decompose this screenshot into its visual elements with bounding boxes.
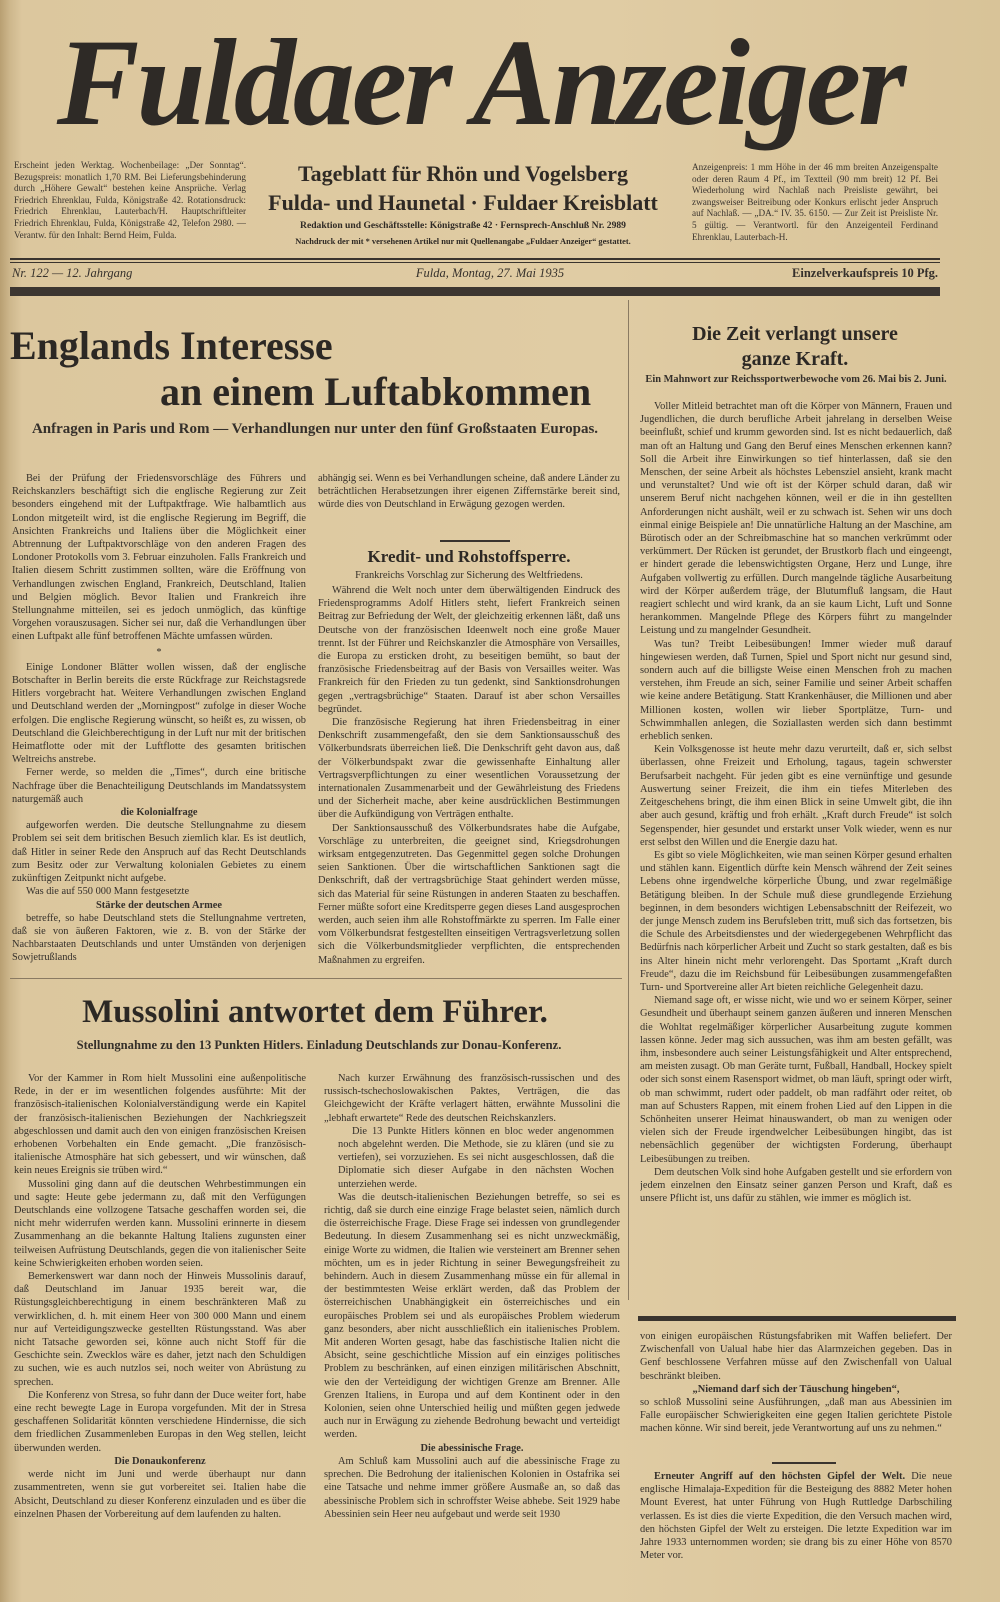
paragraph: Niemand sage oft, er wisse nicht, wie und wo er seinem Körper, seiner Gesundheit und überhaupt seinem ganzen äußeren und inneren Menschen die Wohltat regelmäßiger körperlicher Ausarbeitung zugute kommen lassen könne. Jeder mag sich aussuchen, was ihm am besten gefällt, was ihm, insbesondere auch seiner Leistungsfähigkeit und Alter entsprechend, am meisten zusagt. Ob man Geräte turnt, Fußball, Handball, Hockey spielt oder sich sonst einem Rasensport widmet, ob man läuft, springt oder wirft, ob man schwimmt, rudert oder paddelt, ob man radfährt oder reitet, ob man auf Schusters Rappen, mit einem frohen Lied auf den Lippen in die Schönheiten unserer Heimat hinauswandert, ob man zu wenigen oder vielen sich der Freude irgendwelcher Leibesübungen hingibt, das ist nebensächlich gegenüber der wichtigsten Forderung, überhaupt Leibesübungen zu treiben. [640, 995, 952, 1165]
column-mussolini-1 [14, 1072, 306, 1564]
headline-kredit: Kredit- und Rohstoffsperre. [367, 547, 571, 566]
column-mussolini-2 [324, 1072, 620, 1564]
issue-date: Fulda, Montag, 27. Mai 1935 [415, 266, 565, 280]
paragraph: Ferner werde, so melden die „Times“, durch eine britische Nachfrage über die Benachteiligung Deutschlands im Mandatssystem naturgemäß auch [12, 767, 306, 805]
column-divider [628, 300, 629, 1300]
masthead-publisher-info: Erscheint jeden Werktag. Wochenbeilage: „Der Sonntag“. Bezugspreis: monatlich 1,70 RM. Bei Lieferungsbehinderung durch „Höhere Gewalt“ bestehen keine Ansprüche. Verlag Friedrich Ehrenklau, Fulda, Königstraße 42. Rotationsdruck: Friedrich Ehrenklau, Lauterbach/H. Hauptschriftleiter Friedrich Ehrenklau, Fulda, Königstraße 42, Telefon 2980. — Verantw. für den Inhalt: Bernd Heim, Fulda. [14, 160, 246, 240]
paragraph: werde nicht im Juni und werde überhaupt nur dann zusammentreten, wenn sie gut vorbereitet sei. Italien habe die Absicht, Deutschland zu dieser Konferenz einzuladen und es über die einzelnen Phasen der Vorbereitung auf dem laufenden zu halten. [14, 1469, 306, 1520]
paragraph: Bemerkenswert war dann noch der Hinweis Mussolinis darauf, daß Deutschland im Januar 1935 bereit war, die Rüstungsgleichberechtigung in einem beschränkteren Maß zu verwirklichen, d. h. mit einem Heer von 300 000 Mann und einem nur auf Verteidigungszwecke gestellten Rüstungsstand. Was aber nicht Tatsache geworden sei, könne auch nicht Stoff für die Geschichte sein. Zwecklos wäre es daher, jetzt nach den Schuldigen zu suchen, wie es auch nutzlos sei, noch weiter von Abrüstung zu sprechen. [14, 1271, 306, 1388]
divider [10, 258, 940, 260]
column-kredit [318, 584, 620, 970]
masthead-reprint-note: Nachdruck der mit * versehenen Artikel nur mit Quellenangabe „Fuldaer Anzeiger“ gestattet. [295, 237, 631, 246]
paragraph: abhängig sei. Wenn es bei Verhandlungen scheine, daß andere Länder zu beträchtlichen Herabsetzungen ihrer eigenen Ziffernstärke bereit sind, würde dies von Deutschland in Erwägung gezogen werden. [318, 473, 620, 511]
headline-england-1: Englands Interesse [10, 323, 333, 368]
paragraph: Was die deutsch-italienischen Beziehungen betreffe, so sei es richtig, daß sie durch eine einzige Frage belastet seien, nämlich durch die österreichische Frage. Diese Frage sei indessen von grundlegender Bedeutung. In diesem Zusammenhang sei es nicht unzweckmäßig, einige Worte zu widmen, die Italien wie versteinert am Brenner sehen möchten, um es in jeder Richtung in seiner Bewegungsfreiheit zu behindern. Auch in diesem Zusammenhang müsse ein für allemal in der bestimmtesten Weise erklärt werden, daß das Problem der österreichischen Unabhängigkeit ein österreichisches und ein europäisches Problem sei und als europäisches Problem wiederum ganz besonders, aber nicht ausschließlich ein italienisches Problem. Mit anderen Worten gesagt, habe das faschistische Italien nicht die Absicht, seine geschichtliche Mission auf ein einziges politisches Problem zu beschränken, auf einen einzigen militärischen Abschnitt, wie den der Verteidigung der wichtigen Grenze am Brenner. Alle Grenzen Italiens, in Europa und auf dem Kontinent oder in den Kolonien, seien ohne Unterschied heilig und müßten gegen jedwede auch nur in Erwägung zu ziehende Bedrohung bewacht und verteidigt werden. [324, 1191, 620, 1441]
divider [440, 540, 510, 542]
paragraph: Es gibt so viele Möglichkeiten, wie man seinen Körper gesund erhalten und stählen kann. Eigentlich dürfte kein Mensch während der Zeit seines Lebens ohne irgendwelche körperliche Übung, und zwar regelmäßige Betätigung bleiben. In der Schule muß diese grundlegende Erziehung beginnen, in dem besonders wichtigen Lebensabschnitt der Reifezeit, wo der junge Mensch zudem ins Berufsleben tritt, muß sich das fortsetzen, bis die Schule des Arbeitsdienstes und der wiedergegebenen Wehrpflicht das Bedürfnis nach körperlicher Arbeit und Zucht so stark gestalten, daß es bis ins Alter hinein nicht mehr verlorengeht. Das Sportamt „Kraft durch Freude“, dazu die im Reichsbund für Leibesübungen zusammengefaßten Turn- und Sportvereine aller Art bieten reichliche Gelegenheit dazu. [640, 849, 952, 993]
masthead-ad-prices: Anzeigenpreis: 1 mm Höhe in der 46 mm breiten Anzeigenspalte oder deren Raum 4 Pf., im Textteil (90 mm breit) 12 Pf. Bei Wiederholung wird Nachlaß nach Preisliste gewährt, bei zwangsweiser Beitreibung oder Konkurs erlischt jeder Anspruch auf Nachlaß. — „DA.“ IV. 35. 6150. — Zur Zeit ist Preisliste Nr. 5 gültig. — Verantwortl. für den Anzeigenteil Ferdinand Ehrenklau, Lauterbach-H. [692, 162, 938, 242]
article-everest [640, 1470, 952, 1570]
paragraph: Dem deutschen Volk sind hohe Aufgaben gestellt und sie erfordern von jedem einzelnen den Einsatz seiner ganzen Person und Kraft, daß es unsere Pflicht ist, uns dafür zu stählen, wie immer es möglich ist. [640, 1166, 952, 1205]
divider [10, 262, 940, 263]
paragraph: betreffe, so habe Deutschland stets die Stellungnahme vertreten, daß sie von äußeren Faktoren, wie z. B. von der Stärke der Nachbarstaaten Deutschlands und unter Umständen von derjenigen Sowjetrußlands [12, 912, 306, 964]
divider [10, 978, 622, 979]
paragraph: Kein Volksgenosse ist heute mehr dazu verurteilt, daß er, sich selbst überlassen, ohne Freizeit und Erholung, tagaus, tagein schwerster Berufsarbeit nachgeht. Für jeden gibt es eine vernünftige und gesunde Auswertung seiner Freizeit, die ihm ein tiefes Miterleben des Zeitgeschehens bringt, die ihm einen Blick in seine Umwelt gibt, die ihn aber auch gesund, kräftig und froh erhält. „Kraft durch Freude“ ist solch Segenspender, hier gesundet und erstarkt unser Volk wieder, wenn es nur erst selbst den Willen und die Energie dazu hat. [640, 744, 952, 848]
column-england-1 [12, 472, 306, 972]
paragraph: Am Schluß kam Mussolini auch auf die abessinische Frage zu sprechen. Die Bedrohung der italienischen Kolonien in Ostafrika sei eine Tatsache und nehme immer größere Ausmaße an, so daß das abessinische Problem sich in schroffster Weise abhebe. Seit 1929 habe Abessinien sein Heer neu aufgebaut und werde seit 1930 [324, 1455, 620, 1520]
thick-divider [638, 1316, 956, 1321]
headline-mussolini: Mussolini antwortet dem Führer. [82, 994, 548, 1030]
paragraph: Was tun? Treibt Leibesübungen! Immer wieder muß darauf hingewiesen werden, daß Turnen, Spiel und Sport nicht nur gesund sind, sondern auch auf die billigste Weise einen Menschen froh zu machen verstehen, ihm Freude an sich, seiner Familie und seiner Arbeit schaffen wie keine andere Betätigung. Statt Krankenhäuser, die Millionen und aber Millionen kosten, wollen wir lieber Sportplätze, Turn- und Schwimmhallen anlegen, die Soziallasten werden sich dann bestimmt erheblich senken. [640, 638, 952, 743]
paragraph: Was die auf 550 000 Mann festgesetzte [26, 886, 190, 898]
masthead-address: Redaktion und Geschäftsstelle: Königstraße 42 · Fernsprech-Anschluß Nr. 2989 [300, 220, 626, 231]
paragraph: aufgeworfen werden. Die deutsche Stellungnahme zu diesem Problem sei seit dem britischen Besuch ziemlich klar. Es ist deutlich, daß Hitler in seiner Rede den Anspruch auf das Recht Deutschlands zum Besitz oder zur Verwaltung kolonialen Gebietes zu einem zukünftigen Zeitpunkt nicht aufgebe. [12, 820, 306, 885]
column-mussolini-3 [640, 1330, 952, 1454]
paragraph: von einigen europäischen Rüstungsfabriken mit Waffen beliefert. Der Zwischenfall von Ualual habe hier das Alarmzeichen gegeben. Das in Genf beschlossene Verfahren müsse auf den Zwischenfall von Ualual beschränkt bleiben. [640, 1331, 952, 1382]
paragraph: so schloß Mussolini seine Ausführungen, „daß man aus Abessinien im Falle europäischer Schwierigkeiten eine gegen Italien gerichtete Pistole machen könne. Wir sind bereit, jede Verantwortung auf uns zu nehmen.“ [640, 1397, 952, 1435]
paragraph: Die 13 Punkte Hitlers können en bloc weder angenommen noch abgelehnt werden. Die Methode, sie zu klären (und sie zu vertiefen), sei vorzuziehen. Es sei nicht ausgeschlossen, daß die Diplomatie sich dieser Aufgabe in den nächsten Wochen unterziehen werde. [338, 1125, 614, 1190]
paragraph: * [156, 646, 162, 658]
column-england-2 [318, 472, 620, 534]
subheading: Stärke der deutschen Armee [96, 899, 222, 911]
issue-number: Nr. 122 — 12. Jahrgang [12, 266, 133, 280]
divider [772, 1462, 836, 1464]
paragraph: Der Sanktionsausschuß des Völkerbundsrates habe die Aufgabe, Vorschläge zu unterbreiten, die geeignet sind, Kriegsdrohungen wirksam entgegenzutreten. Das Gegenmittel gegen solche Drohungen seien Sanktionen. Über die wirtschaftlichen Sanktionen sagt die Denkschrift, daß der vertragsbrüchige Staat gehindert werden müsse, sich das Material für seine Rüstungen in anderen Staaten zu beschaffen. Ferner müßte sofort eine Kreditsperre gegen dieses Land ausgesprochen werden, auch seien ihm alle Rohstoffmärkte zu sperren. Im Falle einer vom Völkerbundsrat festgestellten einseitigen Vertragsverletzung sollen sich die Völkerbundsmitglieder verpflichten, die entsprechenden Maßnahmen zu ergreifen. [318, 822, 620, 966]
thick-divider [10, 287, 940, 296]
subheading: Die Donaukonferenz [114, 1455, 206, 1467]
paragraph: Nach kurzer Erwähnung des französisch-russischen und des russisch-tschechoslowakischen Paktes, Verträgen, die das Gleichgewicht der Kräfte verlagert hätten, erwähnte Mussolini die „lebhaft erwartete“ Rede des deutschen Reichskanzlers. [324, 1073, 620, 1124]
paragraph: Bei der Prüfung der Friedensvorschläge des Führers und Reichskanzlers beschäftigt sich die englische Regierung zur Zeit besonders eingehend mit der Luftpaktfrage. Wie halbamtlich aus London mitgeteilt wird, ist die englische Regierung im Begriff, die Ansichten Frankreichs und Italiens über die Möglichkeit einer Abtrennung der Luftpaktvorschläge von den anderen Fragen des Londoner Protokolls vom 3. Februar einzuholen. Falls Frankreich und Italien diesem Schritt zustimmen sollten, wäre die Eröffnung von Verhandlungen zwischen England, Frankreich, Deutschland, Italien und Belgien möglich. Bevor Italien und Frankreich ihre Stellungnahme mitteilen, sei es jedoch unmöglich, das künftige Vorgehen vorauszusagen. Sicher sei nur, daß die Verhandlungen über einen Luftpakt alle fünf betroffenen Mächte umfassen würden. [12, 473, 306, 643]
paragraph: Die Konferenz von Stresa, so fuhr dann der Duce weiter fort, habe eine recht bewegte Lage in Europa vorgefunden. Mit der in Stresa geschaffenen Solidarität könnten verschiedene Hindernisse, die sich dem friedlichen Zusammenleben Europas in den Weg stellen, leicht überwunden werden. [14, 1389, 306, 1454]
deck-england: Anfragen in Paris und Rom — Verhandlungen nur unter den fünf Großstaaten Europas. [31, 421, 599, 437]
paragraph: Während die Welt noch unter dem überwältigenden Eindruck des Friedensprogramms Adolf Hitlers steht, liefert Frankreich seinen Beitrag zur Befriedung der Welt, der gleichzeitig erkennen läßt, daß uns Deutsche von der französischen Ideenwelt noch eine große Mauer trennt. Ist der Führer und Reichskanzler die Atmosphäre von Versailles, die Europa zu ersticken droht, zu beseitigen bemüht, so baut der französische Friedensbeitrag auf der Basis von Versailles weiter. Was Frankreich für den Frieden zu tun gedenkt, sind Sanktionsdrohungen gegen „vertragsbrüchige“ Staaten. Darauf ist aber schon Versailles begründet. [318, 585, 620, 715]
deck-zeit: Ein Mahnwort zur Reichssportwerbewoche vom 26. Mai bis 2. Juni. [645, 374, 947, 385]
paragraph: Voller Mitleid betrachtet man oft die Körper von Männern, Frauen und Jugendlichen, die durch berufliche Arbeit jahrelang in derselben Weise beeinflußt, schief und krumm geworden sind. Ist es nicht bedauerlich, daß man oft an Haltung und Gang den Beruf eines Menschen erkennen kann? Soll die Arbeit ihre Einwirkungen so tief hinterlassen, daß sie den Menschen, der seine Arbeit als höchstes Lebensziel ansieht, krank macht und verunstaltet? Und wie oft ist der Körper schuld daran, daß wir unserem Beruf nicht nachgehen können, weil er die in ihn gestellten Anforderungen nicht aushält, weil er zu schwach ist. Sehen wir uns doch einmal einige Beispiele an! Die unnatürliche Haltung an der Maschine, am Bürotisch oder an der Schreibmaschine hat so manchen verkrümmt oder verkümmert. Der Rücken ist gerundet, der Brustkorb flach und eingeengt, er hindert gerade die lebenswichtigsten Organe, Herz und Lunge, ihre Aufgaben vollwertig zu erfüllen. Durch mangelnde tägliche Ausarbeitung wird der Körper außerdem träge, der Blutumfluß langsam, die Haut reagiert schlecht und wird krank, da an sie kaum Licht, Luft und Sonne herankommen. Mangelnde Pflege des Körpers führt zu mangelnder Leistung und zu mangelnder Gesundheit. [640, 401, 952, 637]
paragraph: Einige Londoner Blätter wollen wissen, daß der englische Botschafter in Berlin bereits die erste Rückfrage zur Reichstagsrede Hitlers vorgebracht hat. Weitere Verhandlungen zwischen England und Deutschland werden der „Morningpost“ zufolge in dieser Woche erfolgen. Die englische Regierung wünscht, so heißt es, zu wissen, ob Deutschland die Gleichberechtigung in der Luft nur mit der britischen Heimatflotte oder mit der Luftflotte des gesamten britischen Weltreichs anstrebe. [12, 661, 306, 766]
masthead-title: Fuldaer Anzeiger [56, 14, 904, 151]
everest-lead: Erneuter Angriff auf den höchsten Gipfel der Welt. [654, 1471, 906, 1482]
headline-zeit-2: ganze Kraft. [741, 348, 849, 370]
masthead-subtitle: Tageblatt für Rhön und Vogelsberg [297, 161, 629, 186]
paragraph: Vor der Kammer in Rom hielt Mussolini eine außenpolitische Rede, in der er im wesentlichen folgendes ausführte: Mit der französisch-italienischen Kolonialverständigung werde ein Kapitel der französisch-italienischen Beziehungen der Nachkriegszeit abgeschlossen und damit auch den von einigen französischen Kreisen erhobenen Vorbehalten ein Ende gemacht. „Die französisch-italienische Atmosphäre hat sich gebessert, und wir wünschen, daß kein neues Ereignis sie trüben wird.“ [14, 1073, 306, 1177]
deck-kredit: Frankreichs Vorschlag zur Sicherung des Weltfriedens. [355, 570, 583, 581]
subheading: die Kolonialfrage [120, 807, 198, 819]
paragraph: Die französische Regierung hat ihren Friedensbeitrag in einer Denkschrift zusammengefaßt, den sie dem Sanktionsausschuß des Völkerbundsrats überreichen ließ. Die Denkschrift geht davon aus, daß der Völkerbundspakt zwar die gewissenhafte Einhaltung aller Vertragsverpflichtungen zu einer wesentlichen Voraussetzung der internationalen Zusammenarbeit und der Gewährleistung des Friedens und der Sicherheit mache, aber keine ausdrücklichen Bestimmungen über die Aufkündigung von Verträgen enthalte. [318, 717, 620, 821]
headline-zeit-1: Die Zeit verlangt unsere [692, 323, 898, 345]
issue-price: Einzelverkaufspreis 10 Pfg. [792, 266, 938, 280]
subheading: „Niemand darf sich der Täuschung hingeben“, [692, 1383, 900, 1395]
masthead-subtitle-2: Fulda- und Haunetal · Fuldaer Kreisblatt [268, 190, 658, 215]
everest-text: Die neue englische Himalaja-Expedition für die Besteigung des 8882 Meter hohen Mount Everest, hat unter Führung von Hugh Ruttledge Darbschiling verlassen. Es ist dies die vierte Expedition, die den Versuch machen wird, den höchsten Gipfel der Welt zu ersteigen. Die letzte Expedition war im Jahre 1933 unternommen worden; sie drang bis zu einer Höhe von 8570 Meter vor. [640, 1471, 952, 1562]
headline-england-2: an einem Luftabkommen [160, 369, 592, 414]
subheading: Die abessinische Frage. [420, 1442, 524, 1454]
deck-mussolini: Stellungnahme zu den 13 Punkten Hitlers. Einladung Deutschlands zur Donau-Konferenz. [76, 1038, 562, 1052]
column-zeit [640, 400, 952, 1295]
paragraph: Mussolini ging dann auf die deutschen Wehrbestimmungen ein und sagte: Heute gebe jedermann zu, daß mit den Verfügungen Deutschlands eine vollzogene Tatsache geschaffen worden sei, die nicht mehr widerrufen werden kann. Mussolini erinnerte in diesem Zusammenhang an die bekannte Haltung Italiens zugunsten einer teilweisen Aufrüstung Deutschlands, gegen die von italienischer Seite keine Schwierigkeiten erhoben worden seien. [14, 1178, 306, 1269]
